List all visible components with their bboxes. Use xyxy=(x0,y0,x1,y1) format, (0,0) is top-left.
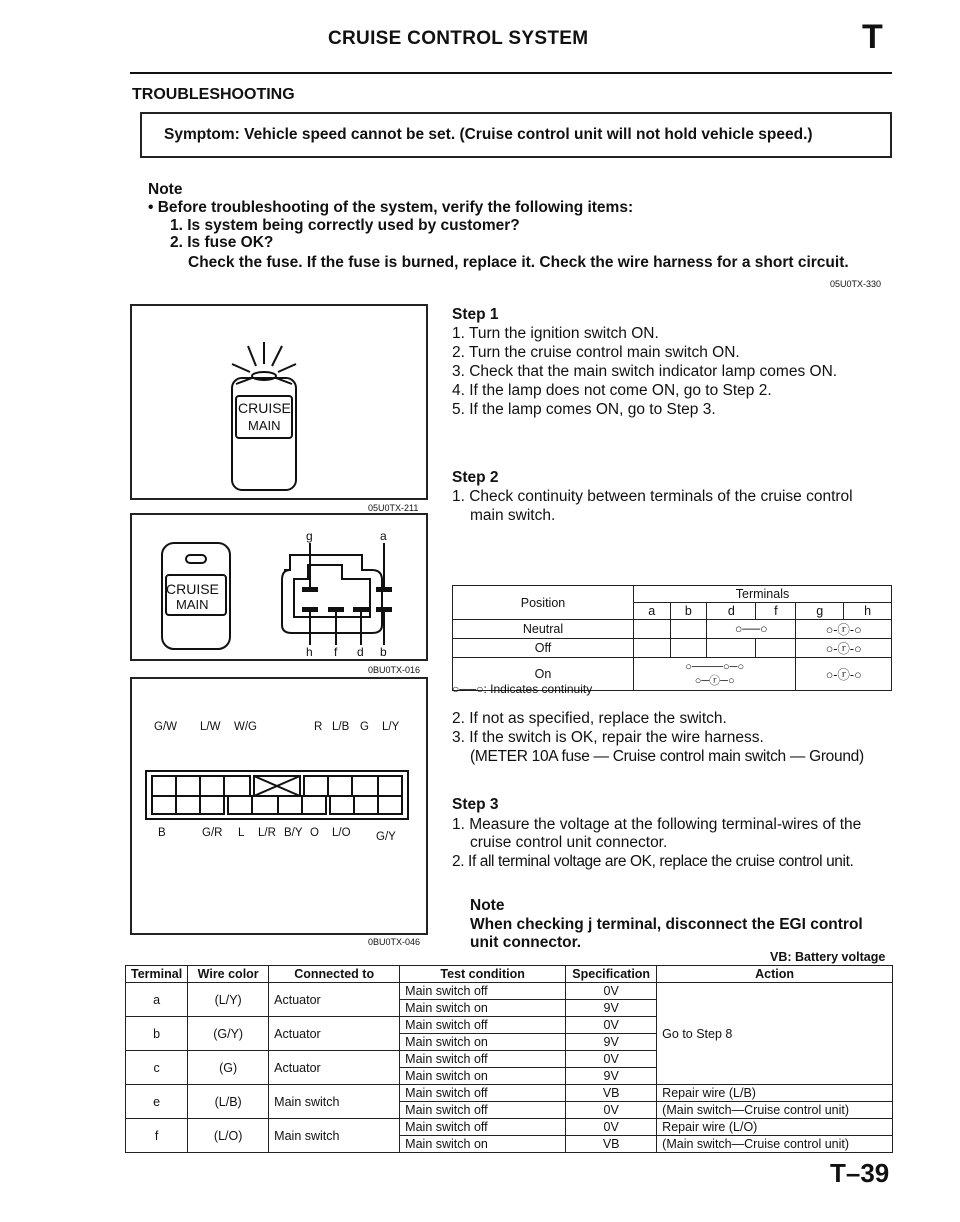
table-cell: (Main switch—Cruise control unit) xyxy=(657,1136,893,1153)
note-detail: Check the fuse. If the fuse is burned, replace it. Check the wire harness for a short circuit. xyxy=(188,254,849,271)
pin-label: h xyxy=(306,645,313,659)
wire-label: R xyxy=(314,721,323,733)
section-title: TROUBLESHOOTING xyxy=(132,86,295,103)
wire-label: B xyxy=(158,827,166,839)
switch-label: CRUISE xyxy=(166,581,219,597)
table-cell: Repair wire (L/O) xyxy=(657,1119,893,1136)
table-cell: 0V xyxy=(566,1119,657,1136)
table-cell: (G/Y) xyxy=(188,1017,269,1051)
table-cell: Main switch off xyxy=(400,983,566,1000)
terminal-header: g xyxy=(796,603,844,620)
column-header: Connected to xyxy=(269,966,400,983)
table-cell: 9V xyxy=(566,1000,657,1017)
step3-line: 1. Measure the voltage at the following terminal-wires of the xyxy=(452,816,862,833)
position-row: Off xyxy=(453,639,634,658)
pin-label: f xyxy=(334,645,338,659)
wire-label: G xyxy=(360,721,369,733)
step3-title: Step 3 xyxy=(452,796,499,813)
table-row xyxy=(126,1119,893,1136)
voltage-table xyxy=(125,965,893,1153)
table-cell: (L/O) xyxy=(188,1119,269,1153)
symptom-text: Symptom: Vehicle speed cannot be set. (Cruise control unit will not hold vehicle speed.) xyxy=(164,126,813,143)
continuity-mark: ○──○ xyxy=(707,620,796,639)
step3-note-line: When checking j terminal, disconnect the EGI control xyxy=(470,916,863,933)
step2-line: main switch. xyxy=(470,507,556,524)
wire-label: L/Y xyxy=(382,721,400,733)
step3-note-line: unit connector. xyxy=(470,934,582,951)
table-cell: (Main switch—Cruise control unit) xyxy=(657,1102,893,1119)
step1-line: 3. Check that the main switch indicator lamp comes ON. xyxy=(452,363,838,380)
step2-line: 2. If not as specified, replace the switch. xyxy=(452,710,727,727)
table-cell: Actuator xyxy=(269,983,400,1017)
table-cell: Repair wire (L/B) xyxy=(657,1085,893,1102)
column-header: Specification xyxy=(566,966,657,983)
position-header: Position xyxy=(453,586,634,620)
column-header: Test condition xyxy=(400,966,566,983)
table-cell: 0V xyxy=(566,1017,657,1034)
step1-line: 1. Turn the ignition switch ON. xyxy=(452,325,659,342)
table-cell: Main switch xyxy=(269,1119,400,1153)
table-cell: VB xyxy=(566,1085,657,1102)
wire-label: O xyxy=(310,827,319,839)
table-cell: 0V xyxy=(566,983,657,1000)
table-cell: Main switch on xyxy=(400,1034,566,1051)
step1-title: Step 1 xyxy=(452,306,499,323)
table-cell: (G) xyxy=(188,1051,269,1085)
step1-line: 5. If the lamp comes ON, go to Step 3. xyxy=(452,401,716,418)
figure-control-unit-connector xyxy=(130,677,428,935)
figure-caption: 05U0TX-211 xyxy=(368,503,419,513)
table-cell: Main switch off xyxy=(400,1051,566,1068)
table-cell: 0V xyxy=(566,1051,657,1068)
table-cell: 0V xyxy=(566,1102,657,1119)
table-cell: (L/Y) xyxy=(188,983,269,1017)
step2-title: Step 2 xyxy=(452,469,499,486)
column-header: Terminal xyxy=(126,966,188,983)
table-cell: Main switch off xyxy=(400,1102,566,1119)
continuity-mark: ○-ⓡ-○ xyxy=(796,639,892,658)
step3-line: cruise control unit connector. xyxy=(470,834,668,851)
symptom-box xyxy=(140,112,892,158)
figure-caption: 0BU0TX-046 xyxy=(368,937,421,947)
step1-line: 2. Turn the cruise control main switch ON. xyxy=(452,344,740,361)
step2-line: 3. If the switch is OK, repair the wire harness. xyxy=(452,729,764,746)
wire-label: G/Y xyxy=(376,831,396,843)
step3-line: 2. If all terminal voltage are OK, replace the cruise control unit. xyxy=(452,853,854,870)
page-header-title: CRUISE CONTROL SYSTEM xyxy=(328,28,589,49)
terminal-header: h xyxy=(844,603,892,620)
wire-label: L xyxy=(238,827,245,839)
table-cell: 9V xyxy=(566,1068,657,1085)
note-title: Note xyxy=(148,181,183,198)
continuity-mark: ○────○─○ ○─ⓡ─○ xyxy=(634,658,796,691)
switch-label: MAIN xyxy=(176,597,209,612)
table-row xyxy=(126,983,893,1000)
column-header: Action xyxy=(657,966,893,983)
note-code: 05U0TX-330 xyxy=(830,279,882,289)
table-cell: (L/B) xyxy=(188,1085,269,1119)
position-row: On xyxy=(453,658,634,691)
wire-label: B/Y xyxy=(284,827,303,839)
continuity-legend: ○──○: Indicates continuity xyxy=(452,682,593,696)
continuity-mark: ○-ⓡ-○ xyxy=(796,658,892,691)
table-cell: Main switch off xyxy=(400,1119,566,1136)
continuity-table xyxy=(452,585,892,691)
step2-line: (METER 10A fuse — Cruise control main switch — Ground) xyxy=(470,748,864,765)
table-cell: e xyxy=(126,1085,188,1119)
legend-text: : Indicates continuity xyxy=(483,682,593,696)
pin-label: b xyxy=(380,645,387,659)
table-cell: Main switch off xyxy=(400,1017,566,1034)
table-cell: a xyxy=(126,983,188,1017)
header-rule xyxy=(130,72,892,74)
table-cell: c xyxy=(126,1051,188,1085)
table-cell: Main switch off xyxy=(400,1085,566,1102)
position-row: Neutral xyxy=(453,620,634,639)
unit-connector-diagram xyxy=(132,679,426,933)
table-row xyxy=(126,1085,893,1102)
switch-label: CRUISE xyxy=(238,400,291,416)
table-cell: Actuator xyxy=(269,1017,400,1051)
step1-line: 4. If the lamp does not come ON, go to Step 2. xyxy=(452,382,772,399)
table-cell: VB xyxy=(566,1136,657,1153)
note-item: 1. Is system being correctly used by customer? xyxy=(170,217,520,234)
page-number: T–39 xyxy=(830,1158,890,1188)
table-cell: Go to Step 8 xyxy=(657,983,893,1085)
terminal-header: d xyxy=(707,603,756,620)
column-header: Wire color xyxy=(188,966,269,983)
pin-label: d xyxy=(357,645,364,659)
step2-line: 1. Check continuity between terminals of the cruise control xyxy=(452,488,853,505)
wire-label: G/W xyxy=(154,721,177,733)
wire-label: L/R xyxy=(258,827,276,839)
table-cell: Main switch on xyxy=(400,1136,566,1153)
table-cell: f xyxy=(126,1119,188,1153)
wire-label: L/W xyxy=(200,721,221,733)
terminals-header: Terminals xyxy=(634,586,892,603)
wire-label: W/G xyxy=(234,721,257,733)
wire-label: G/R xyxy=(202,827,223,839)
note-bullet: • Before troubleshooting of the system, verify the following items: xyxy=(148,199,634,216)
vb-note: VB: Battery voltage xyxy=(770,950,886,964)
table-cell: Actuator xyxy=(269,1051,400,1085)
continuity-mark: ○-ⓡ-○ xyxy=(796,620,892,639)
wire-label: L/B xyxy=(332,721,350,733)
table-cell: Main switch on xyxy=(400,1000,566,1017)
note-item: 2. Is fuse OK? xyxy=(170,234,274,251)
section-letter: T xyxy=(862,18,883,56)
switch-label: MAIN xyxy=(248,418,281,433)
wire-label: L/O xyxy=(332,827,351,839)
terminal-header: a xyxy=(634,603,671,620)
table-cell: b xyxy=(126,1017,188,1051)
terminal-header: f xyxy=(756,603,796,620)
pin-label: a xyxy=(380,529,387,543)
figure-caption: 0BU0TX-016 xyxy=(368,665,421,675)
step3-note-title: Note xyxy=(470,897,505,914)
figure-main-switch xyxy=(130,513,428,661)
figure-indicator-lamp xyxy=(130,304,428,500)
terminal-header: b xyxy=(670,603,707,620)
table-cell: Main switch on xyxy=(400,1068,566,1085)
table-cell: 9V xyxy=(566,1034,657,1051)
pin-label: g xyxy=(306,529,313,543)
table-cell: Main switch xyxy=(269,1085,400,1119)
